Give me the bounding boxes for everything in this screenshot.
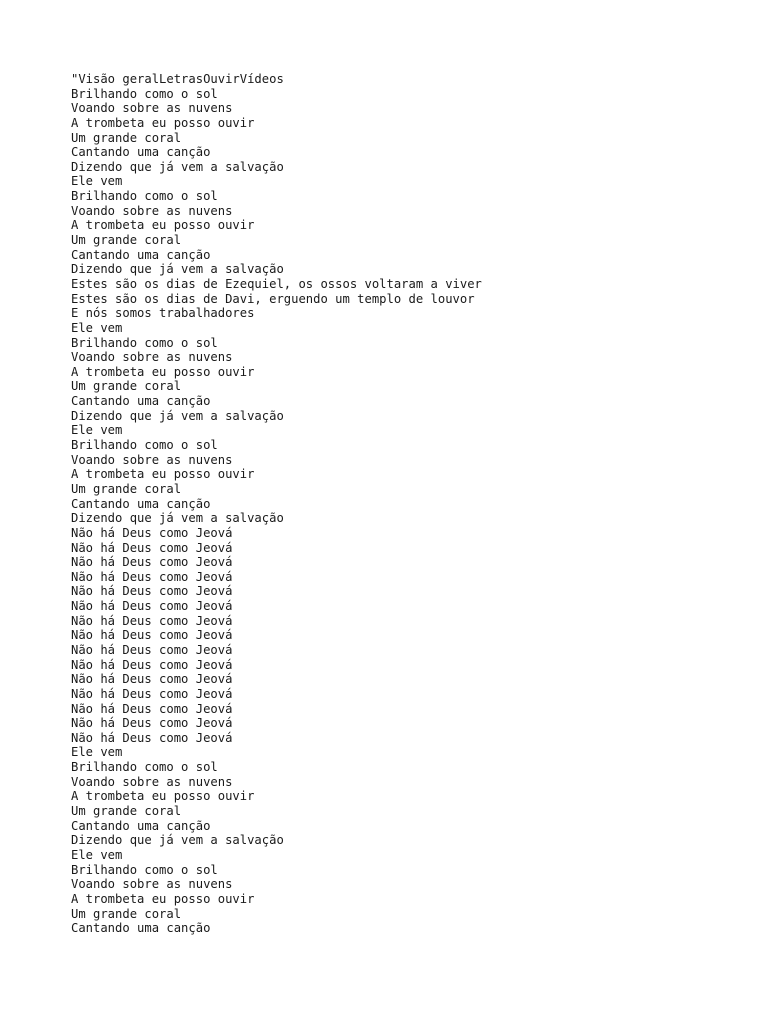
lyric-line: Não há Deus como Jeová (71, 584, 233, 599)
lyric-line: Um grande coral (71, 379, 182, 394)
lyric-line: A trombeta eu posso ouvir (71, 467, 255, 482)
lyric-line: Não há Deus como Jeová (71, 540, 233, 555)
lyric-line: Voando sobre as nuvens (71, 203, 233, 218)
lyric-line: Não há Deus como Jeová (71, 613, 233, 628)
lyric-line: Voando sobre as nuvens (71, 350, 233, 365)
lyric-line: Não há Deus como Jeová (71, 716, 233, 731)
lyric-line: Dizendo que já vem a salvação (71, 262, 284, 277)
lyric-line: Cantando uma canção (71, 818, 211, 833)
lyric-line: A trombeta eu posso ouvir (71, 789, 255, 804)
lyric-line: Um grande coral (71, 233, 182, 248)
lyric-line: Voando sobre as nuvens (71, 452, 233, 467)
lyric-line: Dizendo que já vem a salvação (71, 159, 284, 174)
lyric-line: Brilhando como o sol (71, 335, 218, 350)
lyric-line: Um grande coral (71, 906, 182, 921)
lyric-line: Cantando uma canção (71, 145, 211, 160)
lyrics-text-block (71, 72, 482, 936)
lyric-line: Ele vem (71, 174, 123, 189)
lyric-line: Estes são os dias de Davi, erguendo um templo de louvor (71, 291, 475, 306)
lyric-line: Voando sobre as nuvens (71, 774, 233, 789)
lyric-line: Um grande coral (71, 804, 182, 819)
lyric-line: Cantando uma canção (71, 921, 211, 936)
lyric-line: Não há Deus como Jeová (71, 657, 233, 672)
lyric-line: A trombeta eu posso ouvir (71, 115, 255, 130)
lyric-line: Não há Deus como Jeová (71, 599, 233, 614)
lyric-line: Não há Deus como Jeová (71, 525, 233, 540)
lyric-line: Cantando uma canção (71, 394, 211, 409)
lyric-line: Não há Deus como Jeová (71, 701, 233, 716)
lyric-line: Cantando uma canção (71, 247, 211, 262)
lyric-line: Não há Deus como Jeová (71, 628, 233, 643)
lyric-line: Não há Deus como Jeová (71, 672, 233, 687)
lyric-line: E nós somos trabalhadores (71, 306, 255, 321)
lyric-line: Brilhando como o sol (71, 438, 218, 453)
lyric-line: Dizendo que já vem a salvação (71, 833, 284, 848)
lyric-line: Cantando uma canção (71, 496, 211, 511)
lyric-line: Não há Deus como Jeová (71, 555, 233, 570)
lyric-line: Dizendo que já vem a salvação (71, 408, 284, 423)
lyric-line: Não há Deus como Jeová (71, 686, 233, 701)
lyric-line: Não há Deus como Jeová (71, 569, 233, 584)
lyric-line: Dizendo que já vem a salvação (71, 511, 284, 526)
lyric-line: Um grande coral (71, 130, 182, 145)
lyric-line: Voando sobre as nuvens (71, 877, 233, 892)
lyric-line: "Visão geralLetrasOuvirVídeos (71, 72, 284, 86)
lyric-line: Brilhando como o sol (71, 862, 218, 877)
lyric-line: Ele vem (71, 423, 123, 438)
lyric-line: Brilhando como o sol (71, 86, 218, 101)
lyric-line: A trombeta eu posso ouvir (71, 891, 255, 906)
lyric-line: Voando sobre as nuvens (71, 101, 233, 116)
lyric-line: Ele vem (71, 320, 123, 335)
lyric-line: Brilhando como o sol (71, 760, 218, 775)
lyric-line: Não há Deus como Jeová (71, 642, 233, 657)
lyric-line: Não há Deus como Jeová (71, 730, 233, 745)
lyric-line: A trombeta eu posso ouvir (71, 218, 255, 233)
lyric-line: Ele vem (71, 847, 123, 862)
lyric-line: Estes são os dias de Ezequiel, os ossos voltaram a viver (71, 276, 482, 291)
lyric-line: A trombeta eu posso ouvir (71, 364, 255, 379)
lyric-line: Um grande coral (71, 481, 182, 496)
lyric-line: Ele vem (71, 745, 123, 760)
lyric-line: Brilhando como o sol (71, 189, 218, 204)
